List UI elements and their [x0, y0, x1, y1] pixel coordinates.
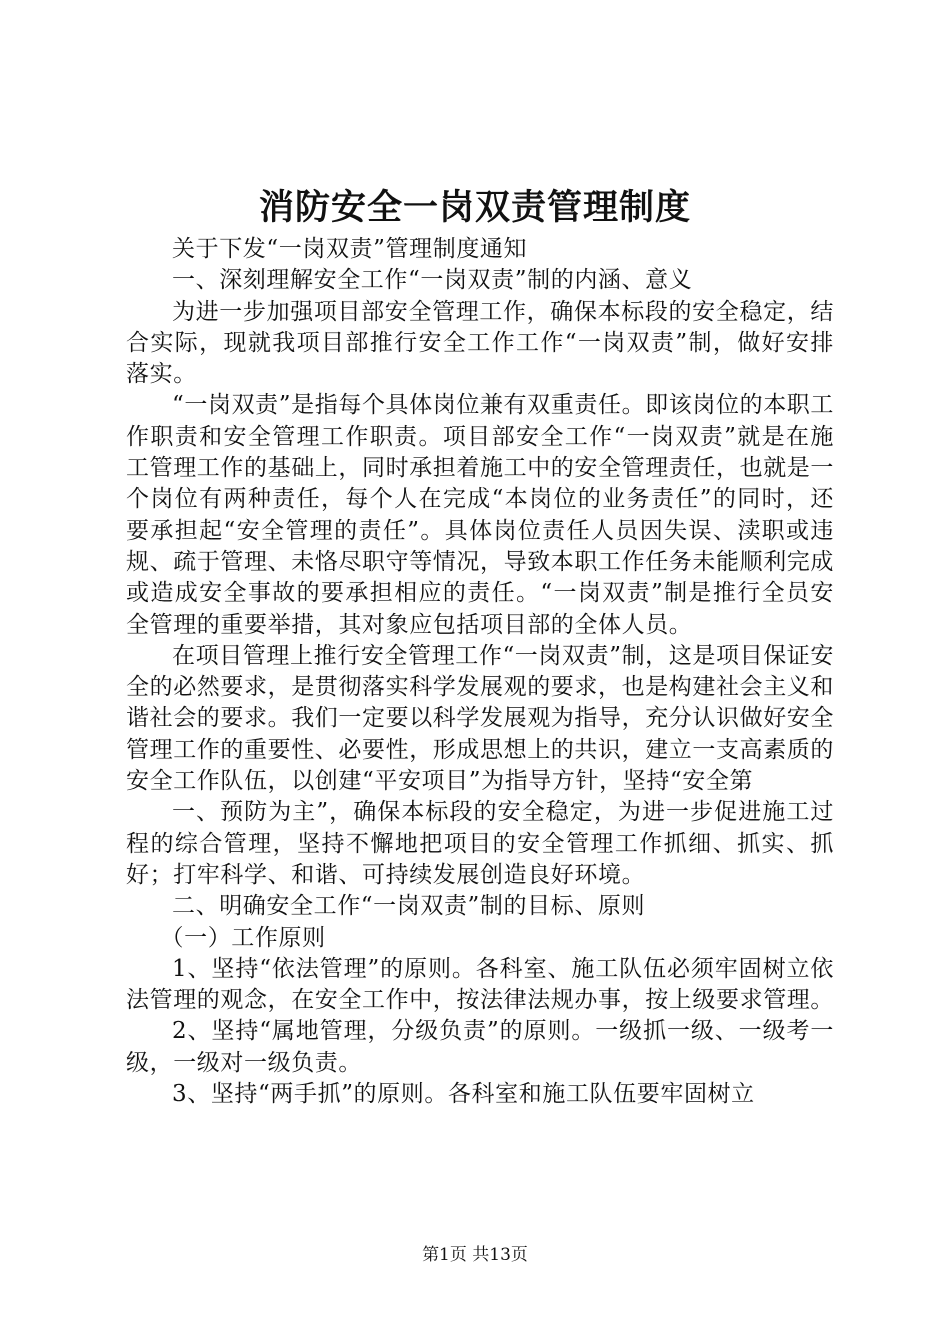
section-heading-1: 一、深刻理解安全工作“一岗双责”制的内涵、意义 [172, 267, 693, 294]
page-number: 第1页 共13页 [422, 1245, 528, 1265]
list-item: 2、坚持“属地管理，分级负责”的原则。一级抓一级、一级考一级，一级对一级负责。 [126, 1018, 834, 1076]
list-item: 3、坚持“两手抓”的原则。各科室和施工队伍要牢固树立 [172, 1081, 755, 1108]
page-footer [0, 1243, 950, 1267]
document-body [126, 234, 834, 1110]
list-item: 1、坚持“依法管理”的原则。各科室、施工队伍必须牢固树立依法管理的观念，在安全工作中，按法律法规办事，按上级要求管理。 [126, 955, 834, 1014]
document-title: 消防安全一岗双责管理制度 [258, 187, 691, 228]
paragraph: 在项目管理上推行安全管理工作“一岗双责”制，这是项目保证安全的必然要求，是贯彻落实科学发展观的要求，也是构建社会主义和谐社会的要求。我们一定要以科学发展观为指导，充分认识做好安全管理工作的重要性、必要性，形成思想上的共识，建立一支高素质的安全工作队伍，以创建“平安项目”为指导方针，坚持“安全第 [126, 642, 834, 795]
section-heading-2: 二、明确安全工作“一岗双责”制的目标、原则 [172, 893, 646, 920]
paragraph: 一、预防为主”，确保本标段的安全稳定，为进一步促进施工过程的综合管理，坚持不懈地把项目的安全管理工作抓细、抓实、抓好；打牢科学、和谐、可持续发展创造良好环境。 [126, 799, 834, 888]
paragraph: 为进一步加强项目部安全管理工作，确保本标段的安全稳定，结合实际，现就我项目部推行安全工作工作“一岗双责”制，做好安排落实。 [126, 298, 834, 388]
paragraph: “一岗双责”是指每个具体岗位兼有双重责任。即该岗位的本职工作职责和安全管理工作职责。项目部安全工作“一岗双责”就是在施工管理工作的基础上，同时承担着施工中的安全管理责任，也就是一个岗位有两种责任，每个人在完成“本岗位的业务责任”的同时，还要承担起“安全管理的责任”。具体岗位责任人员因失误、渎职或违规、疏于管理、未恪尽职守等情况，导致本职工作任务未能顺利完成或造成安全事故的要承担相应的责任。“一岗双责”制是推行全员安全管理的重要举措，其对象应包括项目部的全体人员。 [126, 392, 834, 638]
paragraph-notice-title: 关于下发“一岗双责”管理制度通知 [172, 236, 528, 262]
subsection-heading: （一）工作原则 [160, 924, 326, 951]
